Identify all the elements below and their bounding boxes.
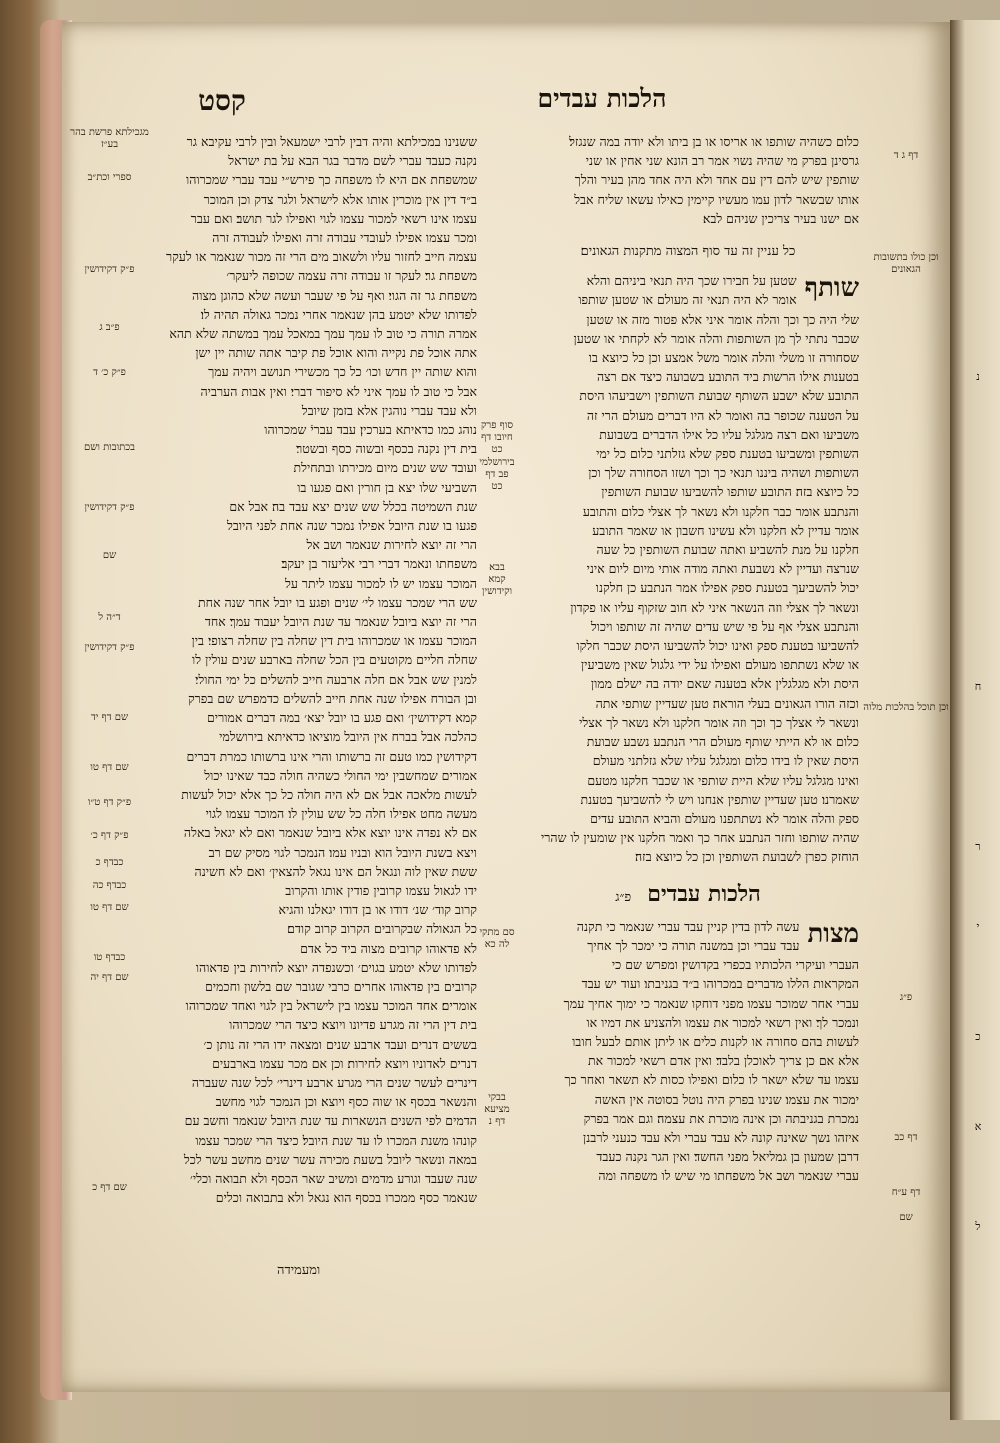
text-line: קונהו משנת המכרו לו עד שנת היובל׃ כיצד הרי שמכר עצמו	[195, 1132, 477, 1148]
folio-number: קסט	[198, 84, 246, 117]
chapter-number: פ״ג	[615, 889, 632, 905]
text-line: שהיה שותפו וחזר הנתבע אחר כך ואמר חלקנו אין שומעין לו שהרי	[540, 830, 859, 846]
mitzvot-section	[517, 917, 859, 1186]
text-line: השותפין ומשביעו בטענת ספק שלא גזלתני כלום כל ימי	[596, 446, 859, 462]
margin-note: פ״ק דקידושין	[84, 264, 135, 275]
text-line: שלי היה כך וכך והלה אומר איני אלא פטור מזה או שטען	[586, 311, 859, 327]
margin-note: שם דף יה	[90, 972, 129, 983]
margin-note: בבקי מציעא דף נ	[484, 1092, 510, 1127]
text-line: עצמו אינו רשאי למכור עצמו לגוי ואפילו לגר תושב׃ ואם עבר	[190, 210, 477, 226]
margin-note: דף ע״ח	[891, 1187, 921, 1198]
margin-note: כבדף טו	[93, 952, 126, 963]
margin-note: פ״ק דף ט״ו	[87, 797, 132, 808]
text-line: והנשאר בכסף או שוה כסף ויוצא׃ וכן הנמכר לגוי מחשב	[215, 1094, 477, 1110]
margin-note: דף כב	[894, 1132, 918, 1143]
text-line: לעשות מלאכה אבל אם לא היה חולה כל כך אלא יכול לעשות	[181, 786, 477, 802]
text-line: ימכור את עצמו׃ שנינו בפרק היה נוטל בסוטה אין האשה	[594, 1091, 859, 1107]
margin-note: שם	[899, 1212, 913, 1223]
text-line: והוא שותה יין חדש וכו׳ כל כך מכשירי תנושב ויהיה עמך	[208, 364, 477, 380]
text-line: ונמכר לך׃ ואין רשאי למכור את עצמו ולהצניע את דמיו או	[586, 1014, 859, 1030]
text-line: ששת שאין לוה ונגאל הם אינו נגאל להצאין׳ ואם לא חשינה	[194, 863, 477, 879]
margin-note: פ״ק דף כ׳	[90, 830, 129, 841]
text-line: איזהו נשך שאינה קונה לא עבד עברי ולא עבד כנעני לרבנן	[583, 1129, 859, 1145]
text-line: או שלא נשתתפו מעולם ואפילו על ידי גלגול שאין משביעין	[580, 657, 859, 673]
text-line: משפחת גר זה הגוי׃ ואף על פי שעבר ועשה שלא כהוגן מצוה	[192, 287, 477, 303]
margin-note: דף ג ד	[893, 150, 919, 161]
text-line: עבד עברי וכן במשנה תורה כי ימכר לך אחיך	[587, 937, 800, 953]
text-line: אומר לא היה תנאי זה מעולם או שטען שותפו	[578, 292, 797, 308]
text-line: עברי אחר שמוכר עצמו מפני דוחקו שנאמר כי ימוך אחיך עמך	[563, 995, 859, 1011]
next-page-glyph: כ	[975, 1030, 981, 1043]
text-line: הוחזק כפרן לשבועת השותפין וכן כל כיוצא בזה׃	[634, 849, 859, 865]
right-column-top-lines	[517, 132, 859, 228]
text-line: ספק והלה אומר לא נשתתפנו מעולם והביא התובע עדים	[590, 810, 859, 826]
text-line: שותפין שיש להם דין עם אחד ולא היה אחד מהן בעיר והלך	[574, 172, 859, 188]
right-column-body-lines	[517, 271, 859, 866]
inner-margin-notes	[862, 22, 950, 1392]
margin-note: בירושלמי פב דף כט	[479, 457, 515, 492]
mitzvot-lines	[517, 917, 859, 1186]
text-line: על הטענה שכופר בה ואומר לא היו דברים מעולם הרי זה	[586, 407, 859, 423]
text-line: קרובים בין פדאוהו אחרים כרבי שגובר שם בלשון וחכמים	[204, 978, 477, 994]
text-line: אלא אם כן צריך לאוכלן בלבד׃ ואין אדם רשאי למכור את	[588, 1053, 859, 1069]
text-line: דינרים לעשר שנים הרי מגרע ארבע דינרי׳ לכל שנה שעברה	[191, 1074, 477, 1090]
text-line: הדמים לפי השנים הנשארות עד שנת היובל שנאמר וחשב עם	[184, 1113, 477, 1129]
text-line: לעשות בהם סחורה או לקנות כלים או ליתן אותם לבעל חובו	[572, 1033, 859, 1049]
margin-note: ספרי וכת״ב	[87, 172, 132, 183]
text-line: כלום כשהיה שותפו או אריסו או בן ביתו ולא יודה במה שנגזל׃	[569, 134, 859, 149]
text-line: קמא דקידושין׳ ואם פגע בו יובל יצא׳ במה דברים אמורים	[207, 710, 477, 726]
text-line: שכבר נתתי לך מן השותפות והלה אומר לא לקחתי או שטען	[573, 330, 859, 346]
text-line: התובע שלא ישבע השותף שבועת השותפין וישביעהו היסת	[579, 388, 859, 404]
margin-note: פ״ג	[899, 992, 913, 1003]
text-line: פגעו בו שנת היובל אפילו נמכר שנה אחת לפני היובל	[226, 518, 477, 534]
margin-note: וכן כולו בתשובות הגאונים	[873, 252, 939, 275]
text-line: למנין שש אבל אם חלה ארבעה חייב להשלים כל ימי החולי׃	[195, 671, 477, 687]
text-line: ונשאר לי אצלך כך וכך וזה אומר חלקנו ולא נשאר לך אצלי	[579, 714, 859, 730]
text-line: אם ישנו בעיר צריכין שניהם לבא׃	[702, 210, 859, 226]
left-text-column	[159, 132, 477, 1207]
text-line: אומרים׃ אחד המוכר עצמו בין לישראל בין לגוי ואחד שמכרוהו	[185, 998, 477, 1014]
margin-note: שם דף טו	[90, 762, 129, 773]
inter-column-notes	[479, 22, 515, 1392]
left-column-lines	[159, 132, 477, 1207]
mitzvot-initial: מצות	[807, 918, 859, 949]
initial-word: שותף	[804, 273, 859, 304]
text-line: לפדותו שלא יטמע בהן שנאמר אחרי נמכר גאולה תהיה לו׃	[200, 306, 477, 322]
text-line: מעשה מחט אפילו חלה כל שש עולין לו׃ המוכר עצמו לגוי	[205, 806, 477, 822]
text-line: המוכר עצמו או שמכרוהו בית דין שחלה בין שחלה רצופי׃ בין	[191, 633, 477, 649]
text-line: ויצא בשנת היובל הוא ובניו עמו׃ הנמכר לגוי מסיק שם רב	[208, 844, 477, 860]
text-line: הרי זה יוצא לחירות שנאמר ושב אל	[306, 537, 477, 553]
text-line: בית דין נקנה בכסף ובשוה כסף ובשטר׃	[296, 441, 477, 457]
text-line: כל כיוצא בזה׃ התובע שותפו להשביעו שבועת השותפין	[601, 484, 859, 500]
text-line: גרסינן בפרק מי שהיה נשוי אמר רב הונא שני אחין או שני	[585, 153, 859, 169]
text-line: ונשאר לך אצלי וזה הנשאר איני לא חוב שזקוף עליו או פקדון	[570, 599, 859, 615]
centered-note: כל עניין זה עד סוף המצוה מתקנות הגאונים׃	[580, 244, 796, 260]
text-line: אמורים שמחשבין ימי החולי כשהיה חולה כבד שאינו יכול	[204, 767, 477, 783]
text-line: השותפות ושהיה ביננו תנאי כך וכך ושזו הסחורה שלך וכן	[588, 465, 859, 481]
section-body	[517, 271, 859, 866]
text-line: קרוב קוד׳ שנ׳ דודו או בן דודו יגאלנו והגיא	[278, 902, 477, 918]
text-line: עברי שנאמר ושב אל משפחתו מי שיש לו משפחה ומה	[598, 1168, 859, 1184]
text-line: המקראות הללו מדברים במכרוהו ב״ד בגניבתו׃ ועוד יש עבד	[581, 976, 859, 992]
text-line: שנת השמיטה בכלל שש שנים יצא עבד בה׃ אבל אם	[229, 498, 477, 514]
book-page	[62, 22, 950, 1392]
text-line: והנתבע אצלי אף על פי שיש עדים שהיה זה שותפו ויכול	[590, 618, 859, 634]
margin-note: כבדף כ	[95, 857, 124, 868]
text-line: דקידושין כמו טעם זה ברשותו והרי אינו ברשותו כמרת דברים	[186, 748, 477, 764]
text-line: המוכר עצמו יש לו למכור עצמו ליתר על	[284, 575, 477, 591]
margin-note: סם מתקי לה כא	[479, 927, 515, 950]
text-line: שאמרנו׃ טען שעדיין שותפין אנחנו ויש לי להשביעך בטענת	[580, 791, 859, 807]
catchword: ומעמידה	[277, 1263, 321, 1278]
text-line: שש הרי שמכר עצמו לי׳ שנים ופגע בו יובל אחר שנה אחת	[198, 594, 477, 610]
margin-note: כבדף כה	[92, 880, 127, 891]
text-line: אותו שבשאר לדון עמו מעשיו קיימין כאילו עשאו שליח אבל	[574, 191, 859, 207]
text-line: שנה שעבד וגורע מדמים ומשיב שאר הכסף ולא תבואה וכלי׳	[189, 1170, 477, 1186]
margin-note: פ״ק דקידושין	[84, 642, 135, 653]
text-line: שנאמר כסף ממכרו בכסף הוא נגאל ולא בתבואה וכלים	[215, 1190, 477, 1206]
chapter-heading	[517, 880, 859, 907]
text-line: ובן הבורח אפילו שנה אחת חייב להשלים כדמפרש שם בפרק	[187, 690, 477, 706]
margin-note: ד״ה ל	[98, 612, 121, 623]
text-line: השביעי שלו יצא בן חורין ואם פגעו בו	[297, 479, 477, 495]
text-line: ומכר עצמו אפילו לעובדי עבודה זרה ואפילו לעבודה זרה	[212, 230, 477, 246]
text-line: והנתבע אומר כבר חלקנו ולא נשאר לך אצלי כלום והתובע	[582, 503, 859, 519]
margin-note: שם דף כ	[92, 1182, 127, 1193]
margin-note: מגכילתא פרשת בהר בע״ז	[70, 127, 149, 150]
text-line: נוהג כמו כדאיתא בערכין׃ עבד עבריֿ שמכרוהו	[264, 422, 477, 438]
text-line: משפחת גר׃ לעקר זו עבודה זרה עצמה שכופה ליעקר׳	[226, 268, 477, 284]
text-line: לא פדאוהו קרובים מצוה ביד כל אדם	[300, 940, 477, 956]
text-line: במאה ונשאר ליובל בשעת מכירה עשר שנים מחשב עשר לכל	[183, 1151, 477, 1167]
text-line: היסת ולא מגלגלין אלא בטענה שאם יודה בה ישלם ממון	[590, 676, 859, 692]
text-line: כהלכה אבל בברח אין היובל מוציאו כדאיתא בירושלמי	[219, 729, 477, 745]
text-line: הרי זה יוצא ביובל שנאמר עד שנת היובל יעבוד עמך׃ אחד	[204, 614, 477, 630]
text-line: שנרצה ועדיין לא נשבעת ואתה מודה אותי מיום ליום איני	[586, 561, 859, 577]
running-header-title: הלכות עבדים	[537, 84, 667, 113]
next-page-glyph: ר	[975, 840, 981, 853]
next-page-edge	[950, 20, 1000, 1420]
margin-note: פ״ק דקידושין	[84, 502, 135, 513]
outer-margin-notes	[62, 22, 157, 1392]
text-line: עשה לדון בדין קניין עבד עברי שנאמר כי תקנה	[576, 918, 800, 934]
text-line: עצמה חייב לחזור עליו ולשאוב מים הרי זה מכור שנאמר או לעקר	[165, 249, 477, 265]
text-line: יכול להשביעך בטענת ספק אפילו אמר הנתבע כן חלקנו	[595, 580, 859, 596]
text-line: משביעו ואם רצה מגלגל עליו כל אילו הדברים בשבועת	[599, 426, 859, 442]
text-line: עצמו עד שלא ישאר לו כלום ואפילו כסות לא תשאר ואחר כך	[564, 1072, 859, 1088]
text-line: ועובד שש שנים מיום מכירתו ובתחילת	[293, 460, 477, 476]
chapter-title: הלכות עבדים	[647, 880, 761, 907]
text-line: ולא עבד עברי נוהגין אלא בזמן שיובל	[301, 402, 477, 418]
text-line: בטענות אילו הרשות ביד התובע בשבועה כיצד אם רצה	[596, 369, 859, 385]
text-line: ידו לגאול עצמו קרובין פודין אותו והקרוב	[285, 882, 477, 898]
text-line: חלקנו על מנת להשביע ואתה שבועת השותפין כל שעה	[596, 542, 859, 558]
text-line: כל הגאולה שבקרובים הקרוב קרוב קודם׃	[287, 921, 477, 937]
margin-note: בכתובות ושם	[84, 442, 135, 453]
text-line: העברי ועיקרי הלכותיו בכפרי בקדושין׃ ומפרש שם כי	[611, 957, 859, 973]
text-line: נמכרת בגניבתה וכן אינה מוכרת את עצמה׃ וגם אמר בפרק	[583, 1110, 859, 1126]
margin-note: שם דף טו	[90, 902, 129, 913]
text-line: שטען על חבירו שכך היה תנאי ביניהם והלא	[586, 273, 797, 289]
margin-note: וכן תוכל בהלכות מלוה	[863, 702, 949, 713]
next-page-glyph: ל	[975, 1220, 981, 1233]
next-page-glyph: ח	[974, 680, 982, 693]
next-page-glyph: י	[976, 920, 980, 933]
right-text-column	[517, 132, 859, 1186]
text-line: ב״ד דין אין מוכרין אותו אלא לישראל ולגר צדק וכן המוכר	[203, 191, 477, 207]
text-line: דנרים לאדוניו ויוצא לחירות׃ וכן אם מכר עצמו בארבעים	[212, 1055, 477, 1071]
text-line: בית דין הרי זה מגרע פדיונו ויוצא׃ כיצד הרי שמכרוהו	[229, 1017, 477, 1033]
next-page-glyph: נ	[976, 370, 980, 383]
text-line: בששים דנרים ועבד ארבע שנים ומצאה ידו הרי זה נותן כ׳	[203, 1036, 477, 1052]
text-line: ששנינו במכילתא והיה דבין לרבי ישמעאל ובין לרבי עקיבא גר	[186, 134, 477, 149]
text-line: אבל כי טוב לו עמך איני לא סיפור דברי׃ ואין אבות הערביה	[200, 383, 477, 399]
margin-note: פ״ב ג	[99, 322, 120, 333]
margin-note: סוף פרק חיובו דף כט	[480, 420, 514, 455]
margin-note: בבא קמא וקידושין	[481, 562, 513, 597]
text-line: משפחתו ונאמר דברי רבי אליעזר בן יעקב׃	[281, 556, 477, 572]
text-line: דרבן שמעון בן גמליאל מפני החשד׃ ואין הגר נקנה כעבד	[596, 1149, 859, 1165]
text-line: נקנה כעבד עברי לשם מדבר בגר הבא על בת ישראל	[228, 153, 477, 169]
text-line: אם לא נפדה אינו יוצא אלא ביובל שנאמר ואם לא יגאל באלה	[183, 825, 477, 841]
text-line: היסת שאין לו בידו כלום ומגלגל עליו שלא גזלתני מעולם	[592, 753, 859, 769]
text-line: אתה אוכל פת נקייה והוא אוכל פת קיבר אתה שותה יין ישן	[195, 345, 477, 361]
text-line: אומר עדיין לא חלקנו ולא עשינו חשבון או שאמר התובע	[592, 522, 859, 538]
text-line: וכזה הורו הגאונים בעלי הוראה׃ טען שעדיין שותפי אתה	[595, 695, 859, 711]
text-line: כלום או לא הייתי שותף מעולם הרי הנתבע נשבע שבועת	[586, 734, 859, 750]
margin-note: שם	[102, 550, 117, 561]
text-line: שמשפחת אם היא לו משפחה כך פירש״י עבד עברי שמכרוהו	[186, 172, 477, 188]
text-line: ואינו מגלגל עליו שלא היית שותפי או שכבר חלקנו מטעם	[587, 772, 859, 788]
margin-note: שם דף יד	[90, 712, 129, 723]
text-line: אמרה תורה כי טוב לו עמך עמך במאכל עמך במשתה שלא תהא	[169, 326, 477, 342]
next-page-glyph: א	[974, 1120, 982, 1133]
text-line: שסחורה זו משלי והלה אומר משל אמצע וכן כל כיוצא בו	[588, 350, 859, 366]
text-line: להשביעו בטענת ספק ואינו יכול להשביעו היסת שכבר חלקו	[576, 638, 859, 654]
text-line: שחלה חליים מקוטעים בין הכל שחלה בארבע שנים עולין לו	[192, 652, 477, 668]
text-line: לפדותו שלא יטמע בגוים׳ וכשנפדה יוצא לחירות בין פדאוהו	[195, 959, 477, 975]
margin-note: פ״ק כ׳ ד	[93, 367, 126, 378]
